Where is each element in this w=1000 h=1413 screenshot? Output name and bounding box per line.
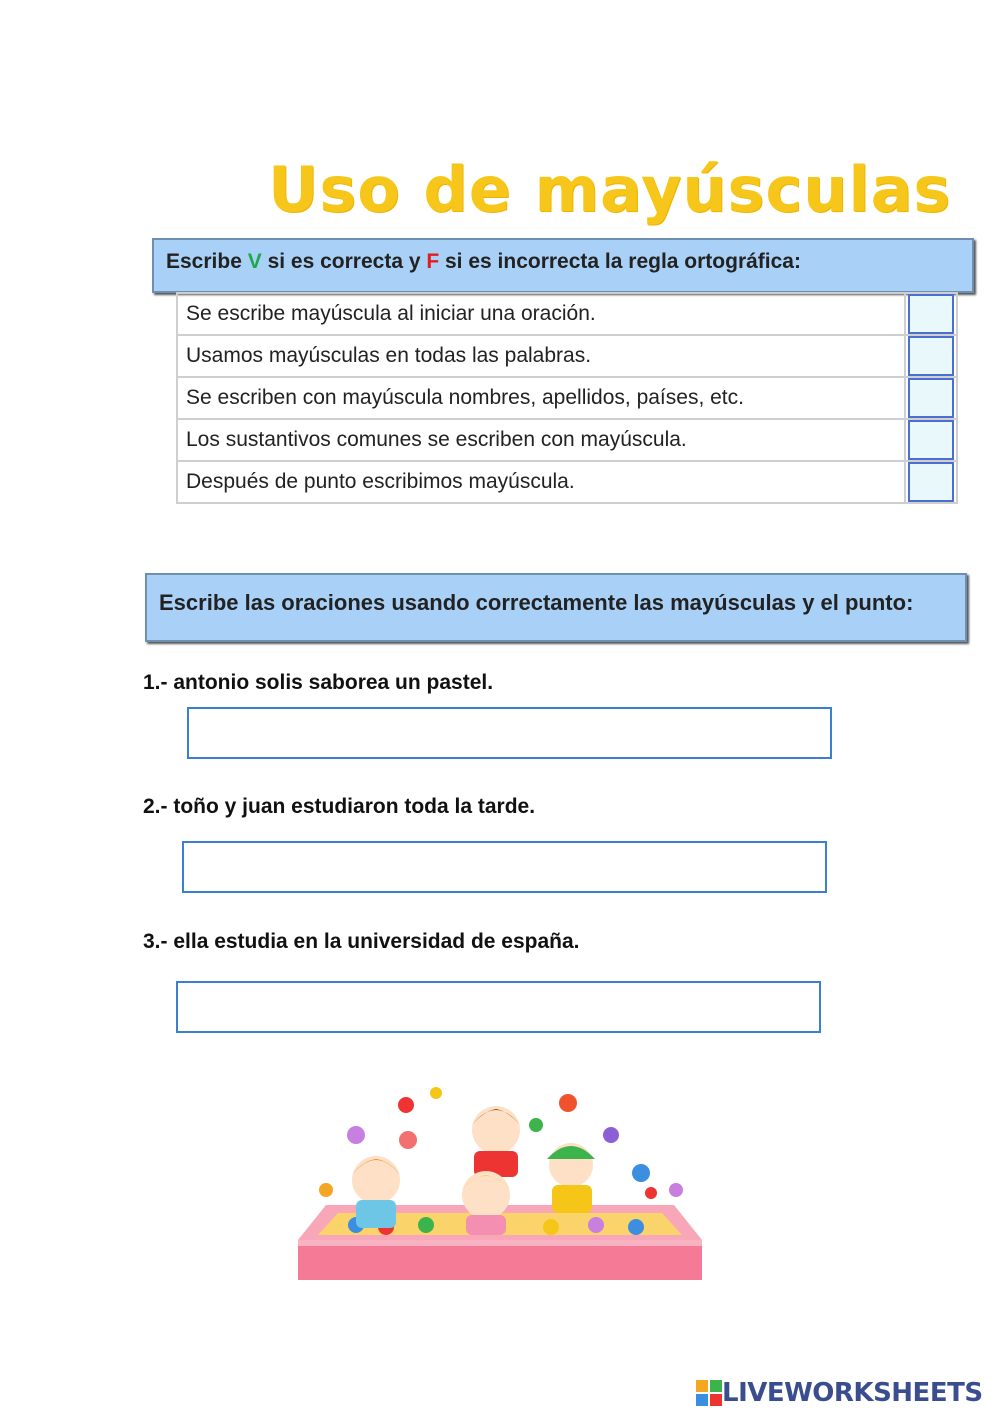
- page-title: Uso de mayúsculas: [268, 153, 952, 226]
- write-box-2[interactable]: [182, 841, 827, 893]
- statement-text: Los sustantivos comunes se escriben con mayúscula.: [177, 419, 905, 461]
- answer-box-2[interactable]: [908, 336, 954, 376]
- table-row: [177, 377, 957, 419]
- instruction-banner-true-false: [152, 238, 974, 293]
- true-false-table: [176, 292, 958, 504]
- answer-box-4[interactable]: [908, 420, 954, 460]
- sentence-1: 1.- antonio solis saborea un pastel.: [143, 671, 494, 694]
- answer-box-1[interactable]: [908, 294, 954, 334]
- write-box-3[interactable]: [176, 981, 821, 1033]
- v-letter: V: [247, 250, 262, 273]
- f-letter: F: [426, 250, 440, 273]
- statement-text: Usamos mayúsculas en todas las palabras.: [177, 335, 905, 377]
- liveworksheets-logo-icon: [696, 1380, 722, 1406]
- statement-text: Después de punto escribimos mayúscula.: [177, 461, 905, 503]
- sentence-2: 2.- toño y juan estudiaron toda la tarde.: [143, 795, 536, 818]
- table-row: [177, 293, 957, 335]
- instruction-text-mid: si es correcta y: [261, 250, 427, 273]
- instruction-text-end: si es incorrecta la regla ortográfica:: [439, 250, 801, 273]
- table-row: [177, 335, 957, 377]
- statement-text: Se escribe mayúscula al iniciar una oración.: [177, 293, 905, 335]
- answer-box-3[interactable]: [908, 378, 954, 418]
- instruction-banner-sentences: Escribe las oraciones usando correctamente las mayúsculas y el punto:: [145, 573, 967, 642]
- instruction-text-start: Escribe: [166, 250, 248, 273]
- sentence-3: 3.- ella estudia en la universidad de españa.: [143, 930, 580, 953]
- liveworksheets-logo-text: LIVEWORKSHEETS: [722, 1378, 983, 1408]
- write-box-1[interactable]: [187, 707, 832, 759]
- statement-text: Se escriben con mayúscula nombres, apellidos, países, etc.: [177, 377, 905, 419]
- kids-ball-pit-illustration: [296, 1085, 704, 1285]
- table-row: [177, 419, 957, 461]
- liveworksheets-logo: [696, 1376, 996, 1410]
- table-row: [177, 461, 957, 503]
- answer-box-5[interactable]: [908, 462, 954, 502]
